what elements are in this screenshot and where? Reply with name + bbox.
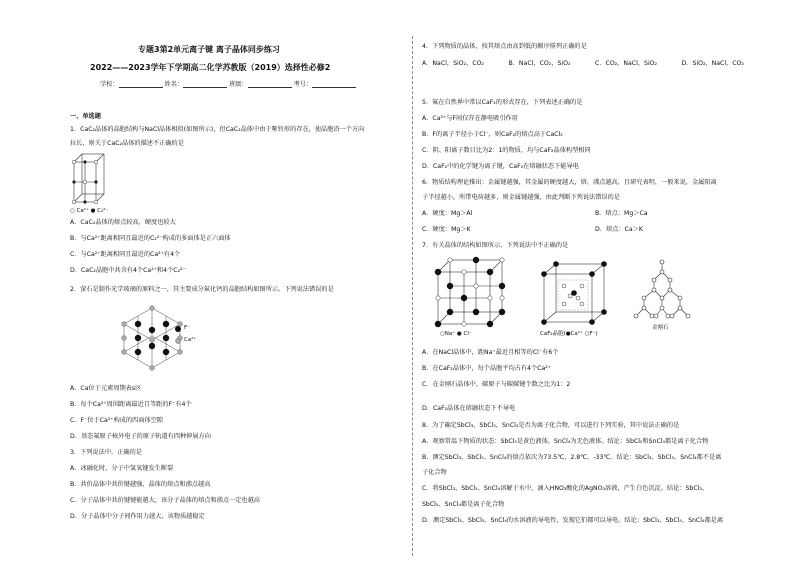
q4-option-c[interactable]: C．CO₂，NaCl，SiO₂: [595, 60, 658, 67]
q6-option-a[interactable]: A．硬度：Mg＞Al: [422, 210, 473, 217]
q6-stem-line2: 子半径越小，所带电荷越多，则金属键越强，由此判断下列说法错误的是: [422, 194, 620, 201]
class-blank[interactable]: [248, 81, 292, 88]
q6-stem-line1: 6．物质结构理论推出：金属键越强，其金属的硬度越大，熔、沸点越高，且研究表明，一般来说，金属阳离: [422, 179, 717, 186]
school-blank[interactable]: [119, 81, 163, 88]
number-blank[interactable]: [312, 81, 356, 88]
q5-option-b[interactable]: B．F的离子半径小于Cl⁻，则CaF₂的熔点高于CaCl₂: [422, 131, 563, 138]
student-info-line: [100, 81, 356, 88]
nacl-unit-cell-figure: [436, 258, 506, 328]
legend-calcium-label: Ca²⁺: [184, 337, 197, 343]
q2-stem: 2．萤石是制作光学玻璃的原料之一，其主要成分氟化钙的晶胞结构如图所示。下列说法错误的是: [70, 286, 334, 293]
q3-option-c[interactable]: C．分子晶体中共价键键能越大，该分子晶体的熔点和沸点一定也越高: [70, 497, 260, 504]
legend-fluoride-label: F⁻: [184, 325, 191, 331]
q5-option-a[interactable]: A．Ca²⁺与F间仅存在静电吸引作用: [422, 115, 518, 122]
caf2-caption: CaF₂晶胞(●Ca²⁺ ○F⁻): [540, 331, 598, 337]
q4-options: [422, 61, 768, 67]
q2-option-a[interactable]: A．Ca位于元素周期表s区: [70, 385, 142, 392]
diamond-structure-figure: [632, 258, 692, 324]
q8-stem: 8．为了确定SbCl₃、SbCl₅、SnCl₄是否为离子化合物，可以进行下列实验，其中说法正确的是: [422, 422, 680, 429]
class-label: 班级：: [229, 80, 248, 88]
q8-option-b-line1[interactable]: B．测定SbCl₃、SbCl₅、SnCl₄的熔点依次为73.5℃、2.8℃、-33℃。结论：SbCl₃、SbCl₅、SnCl₄都不是离: [422, 454, 722, 461]
q1-option-d[interactable]: D．CaC₂晶胞中共含有4个Ca²⁺和4个C₂²⁻: [70, 267, 186, 274]
school-label: 学校：: [100, 80, 119, 88]
name-blank[interactable]: [183, 81, 227, 88]
q3-option-a[interactable]: A．冰融化时，分子中氢氧键发生断裂: [70, 465, 174, 472]
q8-option-c-line1[interactable]: C．将SbCl₃、SbCl₅、SnCl₄溶解于水中，滴入HNO₃酸化的AgNO₃溶液，产生白色沉淀。结论：SbCl₃、: [422, 485, 709, 492]
q3-option-d[interactable]: D．分子晶体中分子间作用力越大，该物质越稳定: [70, 513, 205, 520]
q1-option-a[interactable]: A．CaC₂晶体的熔点较高，硬度也较大: [70, 219, 176, 226]
q6-option-c[interactable]: C．硬度：Mg＞K: [422, 226, 471, 233]
q7-option-a[interactable]: A．在NaCl晶体中，距Na⁺最近且相等的Cl⁻有6个: [422, 349, 559, 356]
caf2-legend-symbols: [174, 326, 182, 346]
q1-stem-line1: 1．CaC₂晶体的晶胞结构与NaCl晶体相似(如图所示)，但CaC₂晶体中由于哑铃形的存在，使晶胞沿一个方向: [70, 126, 365, 133]
cac2-unit-cell-figure: [72, 152, 108, 206]
q1-option-b[interactable]: B．与Ca²⁺距离相同且最近的C₂²⁻构成的多面体是正六面体: [70, 235, 231, 242]
nacl-caption: ○Na⁺ ● Cl⁻: [440, 331, 472, 337]
q5-option-c[interactable]: C．阴、阳离子数目比为2：1的物质，均与CaF₂晶体构型相同: [422, 147, 591, 154]
q2-option-c[interactable]: C．F⁻位于Ca²⁺构成的四面体空隙: [70, 417, 164, 424]
q1-option-c[interactable]: C．与Ca²⁺距离相同且最近的Ca²⁺有4个: [70, 251, 181, 258]
q5-option-d[interactable]: D．CaF₂中的化学键为离子键，CaF₂在熔融状态下能导电: [422, 163, 579, 170]
section-heading: 一、单选题: [70, 113, 101, 120]
q7-option-d[interactable]: D．CaF₂晶体在熔融状态下不导电: [422, 405, 516, 412]
q1-figure-legend: ○ Ca²⁺ ● C₂²⁻: [70, 208, 109, 214]
q7-stem: 7．有关晶体的结构如图所示，下列说法中不正确的是: [422, 242, 569, 249]
q1-stem-line2: 拉长，则关于CaC₂晶体的描述不正确的是: [70, 140, 184, 147]
q6-option-d[interactable]: D．熔点：Ca＞K: [595, 226, 643, 233]
q8-option-b-line2[interactable]: 子化合物: [422, 469, 447, 476]
diamond-caption: 金刚石: [652, 325, 669, 331]
worksheet-subtitle: 2022——2023学年下学期高二化学苏教版（2019）选择性必修2: [90, 63, 331, 72]
q4-stem: 4．下列物质的晶体，按其熔点由高到低的顺序排列正确的是: [422, 43, 587, 50]
q2-option-d[interactable]: D．基态氟原子核外电子的原子轨道有四种伸展方向: [70, 433, 211, 440]
q6-options-row2: [422, 227, 768, 233]
q8-option-a[interactable]: A．观察常温下物质的状态：SbCl₅是黄色液体，SnCl₄为无色液体。结论：SbCl₅和SnCl₄都是离子化合物: [422, 438, 709, 445]
q7-option-b[interactable]: B．在CaF₂晶体中，每个晶胞平均占有4个Ca²⁺: [422, 365, 552, 372]
q4-option-a[interactable]: A．NaCl，SiO₂，CO₂: [422, 60, 484, 67]
column-divider: [412, 36, 413, 556]
q8-option-d-line1[interactable]: D．测定SbCl₃、SbCl₅、SnCl₄的水溶液的导电性，发现它们都可以导电。结论：SbCl₃、SbCl₅、SnCl₄都是离: [422, 517, 724, 524]
q4-option-d[interactable]: D．SiO₂，NaCl，CO₂: [681, 60, 744, 67]
q8-option-c-line2[interactable]: SbCl₅、SnCl₄都是离子化合物: [422, 501, 505, 508]
number-label: 考号：: [293, 80, 313, 88]
name-label: 姓名：: [164, 80, 184, 88]
q6-option-b[interactable]: B．熔点：Mg＞Ca: [595, 210, 648, 217]
worksheet-title: 专题3第2单元离子键 离子晶体同步练习: [138, 45, 280, 54]
q6-options-row1: [422, 211, 768, 217]
q4-option-b[interactable]: B．NaCl，CO₂，SiO₂: [508, 60, 571, 67]
q3-stem: 3．下列说法中，正确的是: [70, 449, 142, 456]
caf2-figure-q7: [542, 262, 608, 328]
q5-stem: 5．氟在自然界中常以CaF₂的形式存在，下列表述正确的是: [422, 99, 583, 106]
q2-option-b[interactable]: B．每个Ca²⁺周围距离最近且等距的F⁻有4个: [70, 401, 192, 408]
q7-option-c[interactable]: C．在金刚石晶体中，碳原子与碳碳键个数之比为1：2: [422, 381, 571, 388]
q3-option-b[interactable]: B．共价晶体中共价键越强，晶体的熔点和沸点越高: [70, 481, 211, 488]
